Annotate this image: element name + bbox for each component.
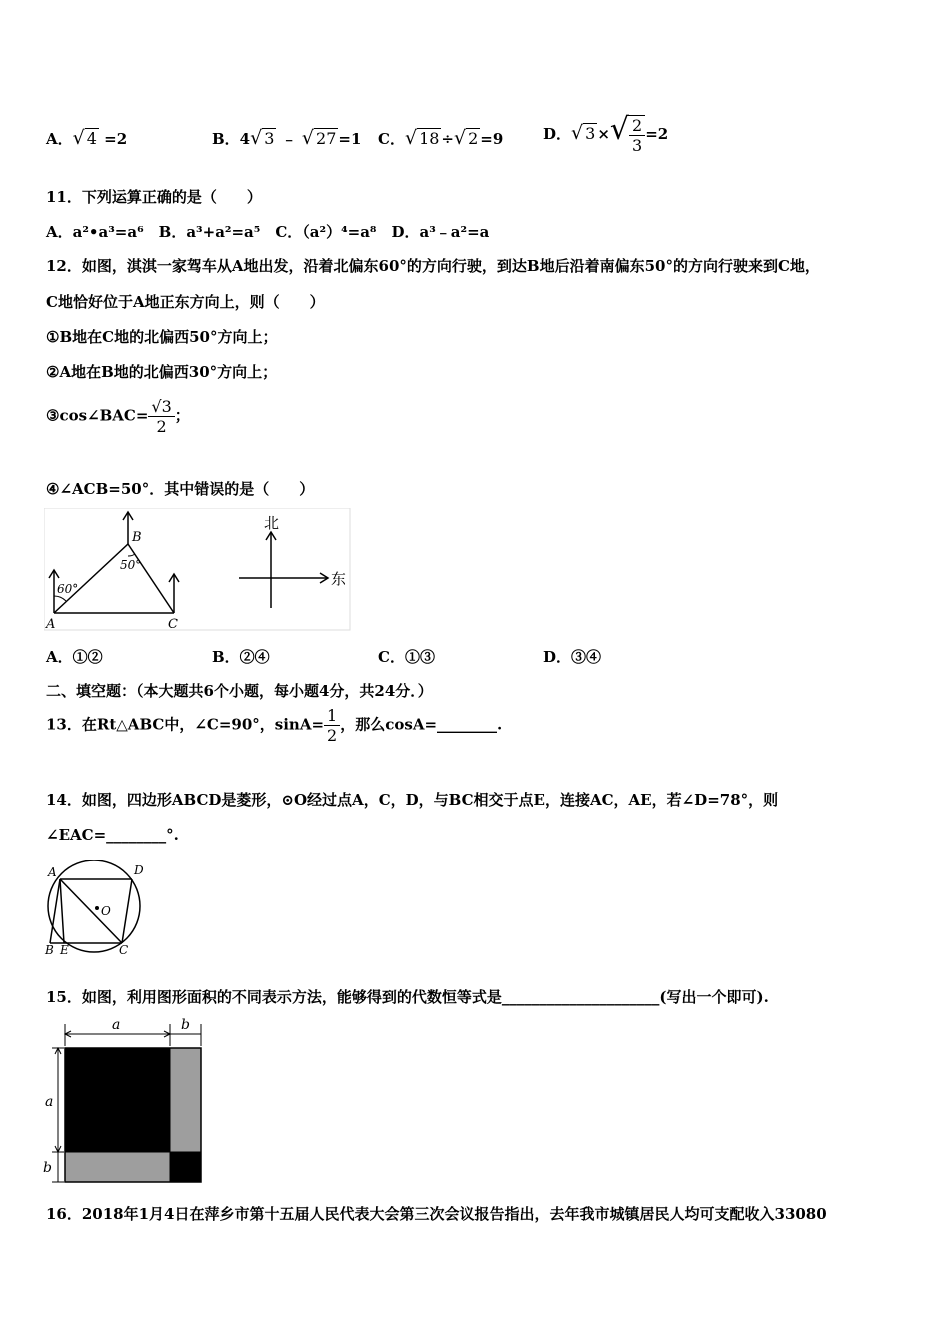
- angle-50: 50°: [120, 558, 142, 572]
- q15-stem: 15．如图，利用图形面积的不同表示方法，能够得到的代数恒等式是_____________________(写出一个即可).: [46, 988, 769, 1006]
- label-C: C: [168, 617, 178, 632]
- q10-option-b: B．4√ 3 ﹣ √ 27 =1: [212, 127, 362, 149]
- q11-options: A．a²•a³=a⁶ B．a³+a²=a⁵ C．（a²）⁴=a⁸ D．a³﹣a²=a: [46, 223, 490, 241]
- label-O: O: [101, 904, 111, 918]
- label-A: A: [46, 617, 56, 632]
- left-a-label: a: [45, 1094, 54, 1110]
- q14-stem-line1: 14．如图，四边形ABCD是菱形，⊙O经过点A，C，D，与BC相交于点E，连接AC，AE，若∠D=78°，则: [46, 791, 779, 809]
- q12-statement-1: ①B地在C地的北偏西50°方向上；: [46, 328, 278, 346]
- angle-60: 60°: [57, 582, 79, 596]
- q12-option-d: D．③④: [543, 648, 602, 666]
- q16-stem: 16．2018年1月4日在萍乡市第十五届人民代表大会第三次会议报告指出，去年我市城镇居民人均可支配收入33080: [46, 1205, 827, 1223]
- label-E: E: [60, 943, 69, 956]
- q12-option-c: C．①③: [378, 648, 435, 666]
- q12-stem-line2: C地恰好位于A地正东方向上，则（ ）: [46, 293, 325, 311]
- q10-option-d: D．√ 3 ×√ $\frac{2}{3}$ =2: [543, 112, 669, 155]
- q12-stem-line1: 12．如图，淇淇一家驾车从A地出发，沿着北偏东60°的方向行驶，到达B地后沿着南偏东50°的方向行驶来到C地，: [46, 257, 820, 275]
- q15-area-figure: [40, 1016, 210, 1188]
- q12-statement-2: ②A地在B地的北偏西30°方向上；: [46, 363, 278, 381]
- q14-circle-figure: [42, 860, 152, 956]
- label-A: A: [48, 865, 57, 879]
- compass-north-label: 北: [264, 514, 280, 532]
- q10-option-c: C．√ 18 ÷√ 2 =9: [378, 127, 504, 149]
- q14-stem-line2: ∠EAC=________°.: [46, 826, 179, 844]
- q13-stem: 13．在Rt△ABC中，∠C=90°，sinA= $\frac{1}{2}$ ，那么cosA=________.: [46, 706, 503, 745]
- top-b-label: b: [181, 1017, 190, 1033]
- label-B: B: [132, 530, 142, 545]
- top-a-label: a: [112, 1017, 121, 1033]
- q10-option-a: A．√ 4 =2: [46, 127, 128, 149]
- q11-stem: 11．下列运算正确的是（ ）: [46, 188, 262, 206]
- label-C: C: [119, 943, 129, 956]
- compass-east-label: 东: [331, 570, 347, 588]
- q12-option-a: A．①②: [46, 648, 103, 666]
- label-B: B: [45, 943, 54, 956]
- section-heading: 二、填空题：（本大题共6个小题，每小题4分，共24分．）: [46, 682, 433, 700]
- q12-statement-3: ③cos∠BAC= $\frac{√3}{2}$ ；: [46, 397, 190, 436]
- q12-statement-4: ④∠ACB=50°．其中错误的是（ ）: [46, 480, 315, 498]
- q12-route-figure: [44, 508, 354, 632]
- left-b-label: b: [43, 1160, 52, 1176]
- q12-option-b: B．②④: [212, 648, 270, 666]
- label-D: D: [134, 863, 144, 877]
